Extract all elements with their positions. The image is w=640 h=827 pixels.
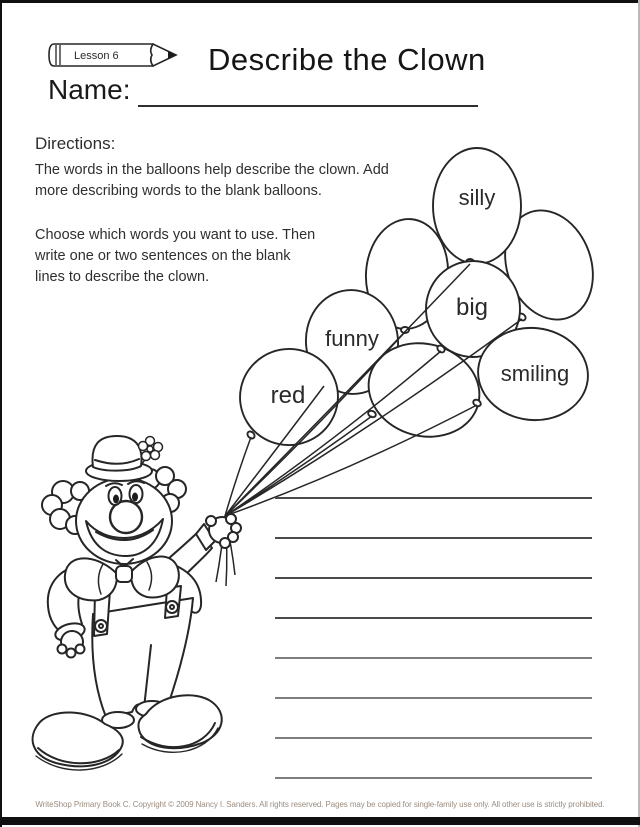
directions-paragraph-2: Choose which words you want to use. Then write one or two sentences on the blank lines to describe the clown. [35, 227, 316, 285]
balloon-label-red: red [270, 382, 306, 409]
balloon-label-big: big [455, 294, 489, 321]
clown-hat [86, 436, 163, 481]
writing-line[interactable] [275, 737, 592, 739]
balloon-silly [433, 148, 521, 265]
copyright-footer: WriteShop Primary Book C. Copyright © 2009 Nancy I. Sanders. All rights reserved. Pages may be copied for single-family use only. All other use is strictly prohibited. [35, 800, 605, 809]
directions-paragraph-1: The words in the balloons help describe the clown. Add more describing words to the blank balloons. [35, 162, 389, 199]
page-title: Describe the Clown [208, 42, 486, 77]
balloon-label-smiling: smiling [500, 361, 570, 386]
balloon-label-silly: silly [458, 185, 496, 210]
lesson-badge-label: Lesson 6 [74, 50, 119, 62]
writing-line[interactable] [275, 697, 592, 699]
clown-balloons-illustration [0, 130, 640, 827]
lesson-pencil-icon [48, 42, 180, 68]
writing-line[interactable] [275, 657, 592, 659]
writing-line[interactable] [275, 777, 592, 779]
clown-figure [33, 436, 241, 770]
name-label: Name: [48, 74, 131, 105]
writing-line[interactable] [275, 617, 592, 619]
writing-line[interactable] [275, 577, 592, 579]
name-blank-line[interactable] [138, 105, 478, 107]
page-border-top [0, 0, 640, 3]
balloon-label-funny: funny [325, 326, 379, 351]
directions-heading: Directions: [35, 134, 116, 153]
writing-line[interactable] [275, 497, 592, 499]
writing-line[interactable] [275, 537, 592, 539]
